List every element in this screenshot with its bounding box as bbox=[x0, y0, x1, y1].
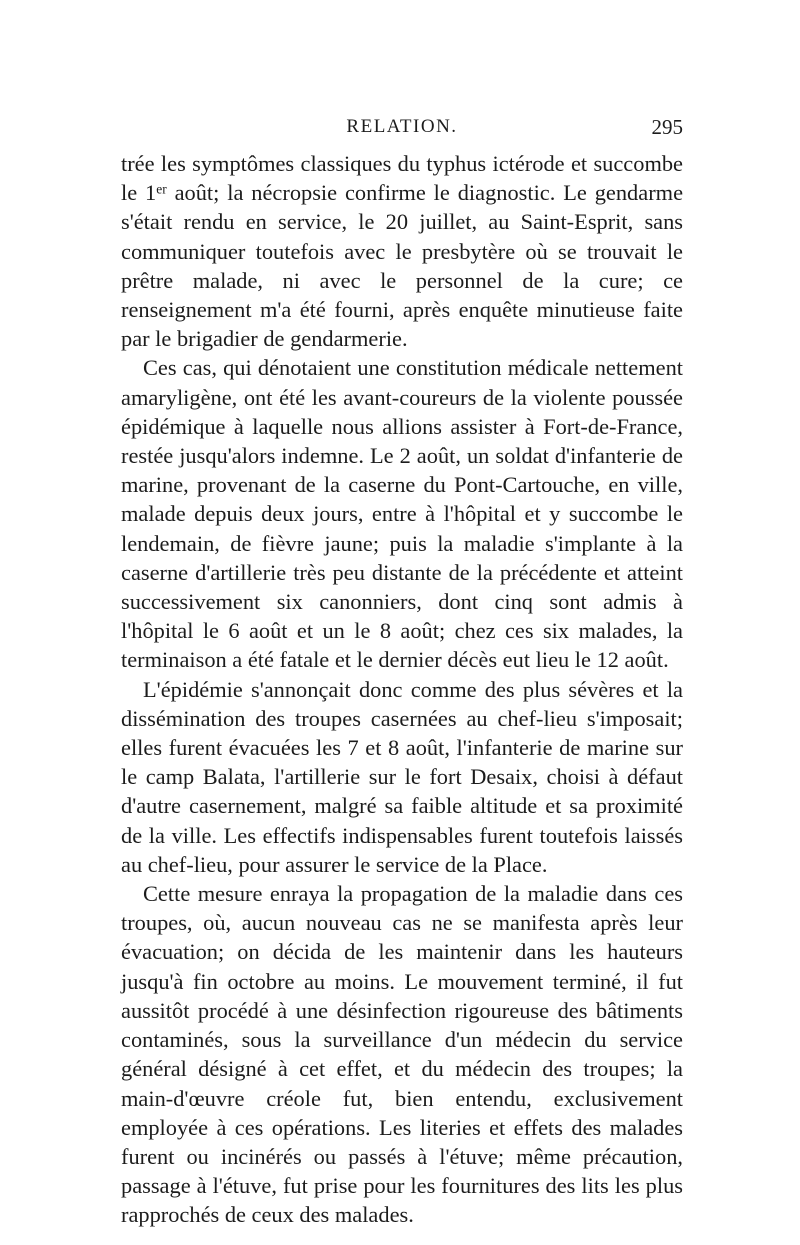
paragraph: Cette mesure enraya la propagation de la maladie dans ces troupes, où, aucun nouveau cas ne se manifesta après leur évacuation; on décida de les maintenir dans les hauteurs jusqu'à fin octobre au moins. Le mouvement terminé, il fut aussitôt procédé à une désinfection rigoureuse des bâtiments contaminés, sous la surveillance d'un médecin du service général désigné à cet effet, et du médecin des troupes; la main-d'œuvre créole fut, bien entendu, exclusivement employée à ces opérations. Les literies et effets des malades furent ou incinérés ou passés à l'étuve; même précaution, passage à l'étuve, fut prise pour les fournitures des lits les plus rapprochés de ceux des malades. bbox=[121, 881, 683, 1228]
paragraph: Ces cas, qui dénotaient une constitution médicale nettement amaryligène, ont été les avant-coureurs de la violente poussée épidémique à laquelle nous allions assister à Fort-de-France, restée jusqu'alors indemne. Le 2 août, un soldat d'infanterie de marine, provenant de la caserne du Pont-Cartouche, en ville, malade depuis deux jours, entre à l'hôpital et y succombe le lendemain, de fièvre jaune; puis la maladie s'implante à la caserne d'artillerie très peu distante de la précédente et atteint successivement six canonniers, dont cinq sont admis à l'hôpital le 6 août et un le 8 août; chez ces six malades, la terminaison a été fatale et le dernier décès eut lieu le 12 août. bbox=[121, 355, 683, 673]
paragraph-continued bbox=[121, 149, 683, 353]
running-title: RELATION. bbox=[346, 116, 458, 137]
paragraph: L'épidémie s'annonçait donc comme des plus sévères et la dissémination des troupes casernées au chef-lieu s'imposait; elles furent évacuées les 7 et 8 août, l'infanterie de marine sur le camp Balata, l'artillerie sur le fort Desaix, choisi à défaut d'autre casernement, malgré sa faible altitude et sa proximité de la ville. Les effectifs indispensables furent toutefois laissés au chef-lieu, pour assurer le service de la Place. bbox=[121, 676, 683, 877]
body-text bbox=[121, 149, 683, 1230]
page-number: 295 bbox=[651, 115, 683, 139]
running-head bbox=[121, 112, 683, 142]
paragraph-text-start: trée les symptômes classiques du typhus ictérode et succombe le 1 bbox=[121, 151, 683, 206]
ordinal-superscript: er bbox=[156, 181, 167, 197]
paragraph-text-end: août; la nécropsie confirme le diagnostic. Le gendarme s'était rendu en service, le 20 juillet, au Saint-Esprit, sans communiquer toutefois avec le presbytère où se trouvait le prêtre malade, ni avec le personnel de la cure; ce renseignement m'a été fourni, après enquête minutieuse faite par le brigadier de gendarmerie. bbox=[121, 180, 684, 352]
